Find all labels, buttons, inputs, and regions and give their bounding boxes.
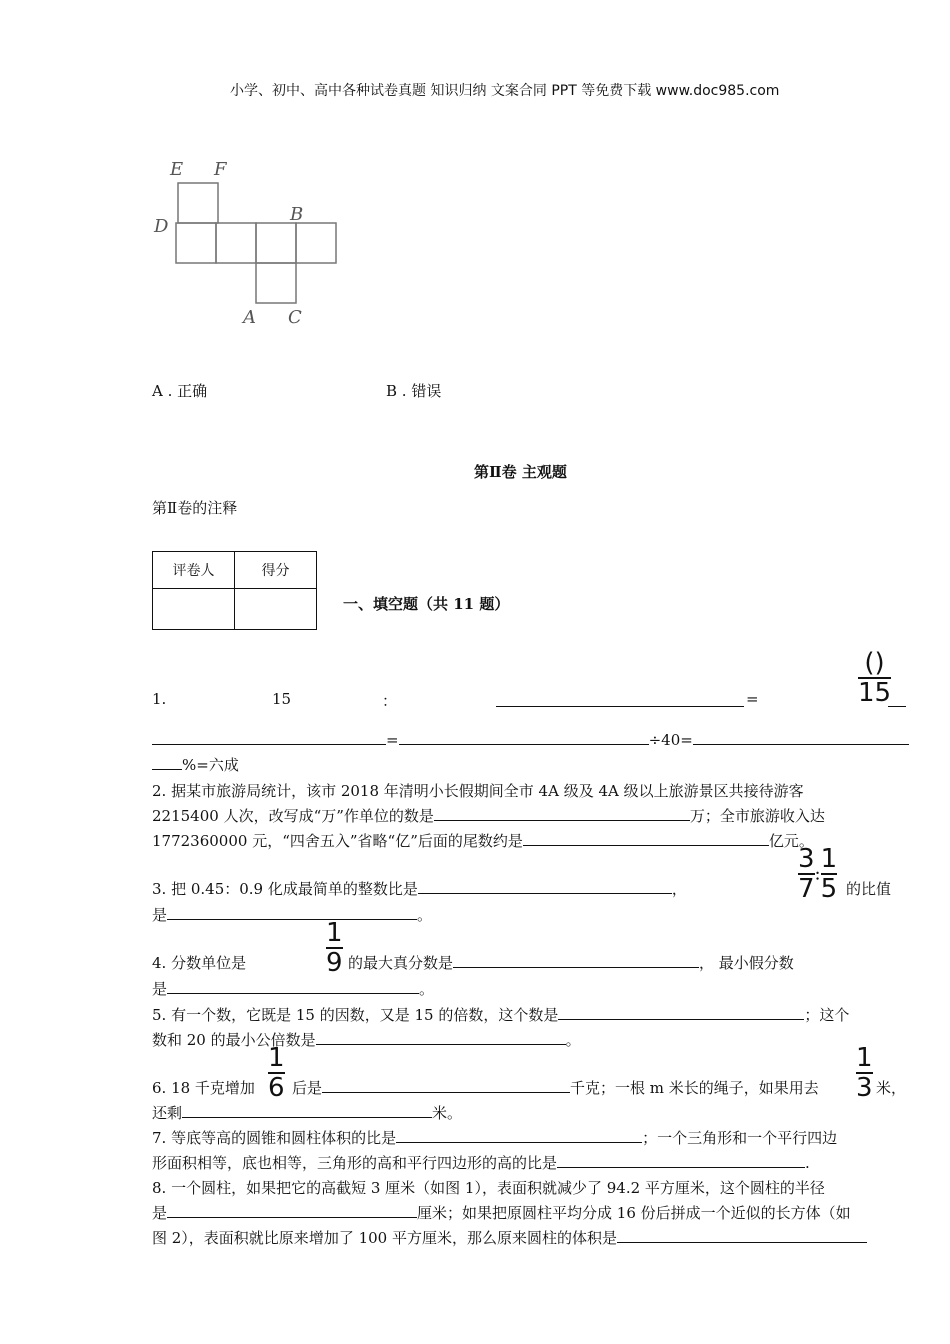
q3-f2-den: 5 [820,874,838,904]
score-cell[interactable] [235,589,317,630]
q3-text-a: 3. 把 0.45：0.9 化成最简单的整数比是 [152,880,418,898]
net-square-4 [296,223,336,263]
q8-text-a: 是 [152,1204,168,1222]
q6-fraction-2 [856,1045,873,1101]
q1-colon: ： [382,692,398,710]
q3-blank-2[interactable] [167,905,417,920]
q8-line-2 [152,1202,907,1223]
q6-text-c: 千克；一根 m 米长的绳子，如果用去 [570,1079,819,1097]
q8-line-3 [152,1227,907,1248]
q3-f1-den: 7 [798,874,815,904]
q8-blank-2[interactable] [617,1228,867,1243]
q1-number: 1. [152,690,167,708]
q2-blank-1[interactable] [434,806,690,821]
reviewer-cell[interactable] [153,589,235,630]
q6-f2-den: 3 [856,1073,873,1103]
reviewer-header: 评卷人 [153,552,235,589]
q2-text-a: 2215400 人次，改写成“万”作单位的数是 [152,807,434,825]
cube-net-figure [150,150,350,330]
q1-divide: ÷40= [648,731,693,749]
q4-frac-den: 9 [326,948,343,978]
q4-blank-2[interactable] [167,979,419,994]
q3-f2-num: 1 [820,844,838,874]
part-title: 一、填空题（共 11 题） [343,595,510,613]
score-table [152,551,317,630]
q3-text-c: 是 [152,906,168,924]
q7-line-1 [152,1127,907,1148]
q3-blank-1[interactable] [418,879,672,894]
q6-text-e: 还剩 [152,1104,183,1122]
q2-line-2 [152,805,907,826]
label-e: E [170,159,184,180]
q5-line-2 [152,1029,907,1050]
q5-line-1 [152,1004,907,1025]
label-c: C [288,307,302,328]
q2-line-1: 2. 据某市旅游局统计，该市 2018 年清明小长假期间全市 4A 级及 4A 级以上旅游景区共接待游客 [152,782,804,800]
q1-blank-5[interactable] [693,730,909,745]
q8-line-1: 8. 一个圆柱，如果把它的高截短 3 厘米（如图 1），表面积就减少了 94.2 平方厘米，这个圆柱的半径 [152,1179,825,1197]
q8-blank-1[interactable] [167,1203,417,1218]
net-square-3 [256,223,296,263]
q4-blank-1[interactable] [453,953,699,968]
q7-blank-1[interactable] [396,1128,642,1143]
page-header: 小学、初中、高中各种试卷真题 知识归纳 文案合同 PPT 等免费下载 www.doc985.com [230,83,780,99]
score-header: 得分 [235,552,317,589]
label-a: A [243,307,256,328]
q7-text-a: 7. 等底等高的圆锥和圆柱体积的比是 [152,1129,397,1147]
q6-line-2 [152,1102,462,1123]
choice-b[interactable]: B . 错误 [386,382,442,400]
q1-value: 15 [272,690,292,708]
q6-line-1 [292,1077,819,1098]
q7-text-d: . [805,1154,810,1172]
q4-line-1 [348,952,794,973]
label-d: D [154,216,169,237]
q5-blank-2[interactable] [316,1030,566,1045]
q5-blank-1[interactable] [558,1005,804,1020]
q8-text-c: 图 2），表面积就比原来增加了 100 平方厘米，那么原来圆柱的体积是 [152,1229,617,1247]
section-title: 第Ⅱ卷 主观题 [474,463,567,481]
q3-ratio [798,846,837,902]
q3-text-d: 。 [417,906,433,924]
q5-text-c: 数和 20 的最小公倍数是 [152,1031,316,1049]
q4-text-c: ， 最小假分数 [699,954,794,972]
q2-text-b: 万；全市旅游收入达 [689,807,825,825]
q7-text-b: ；一个三角形和一个平行四边 [642,1129,838,1147]
q4-text-e: 。 [419,980,435,998]
q2-text-c: 1772360000 元，“四舍五入”省略“亿”后面的尾数约是 [152,832,523,850]
q4-fraction [326,920,343,976]
q4-text-a: 4. 分数单位是 [152,954,247,972]
q6-f1-num: 1 [268,1043,285,1073]
q3-comma: ， [671,880,687,898]
q1-tail: %=六成 [182,756,239,774]
net-square-2 [216,223,256,263]
q1-equals: = [746,690,759,708]
q2-line-3 [152,830,907,851]
q1-blank-3[interactable] [152,730,386,745]
q1-blank-4[interactable] [399,730,649,745]
choice-a[interactable]: A . 正确 [152,382,208,400]
q1-blank-1[interactable] [496,692,744,707]
q6-text-b: 后是 [292,1079,323,1097]
q7-blank-2[interactable] [557,1153,805,1168]
q5-text-b: ；这个 [804,1006,850,1024]
q3-line-2 [152,904,432,925]
q4-frac-num: 1 [326,918,343,948]
net-square-bottom [256,263,296,303]
q1-blank-2[interactable] [888,692,906,707]
q1-equals-2: = [386,731,399,749]
q1-frac-den: 15 [858,678,892,708]
q6-f1-den: 6 [268,1073,285,1103]
q1-fraction [858,650,891,706]
q4-text-b: 的最大真分数是 [348,954,454,972]
q4-text-d: 是 [152,980,168,998]
q3-ratio-colon: : [814,863,821,885]
q5-text-a: 5. 有一个数，它既是 15 的因数，又是 15 的倍数，这个数是 [152,1006,559,1024]
q6-text-d: 米， [876,1079,907,1097]
q6-blank-2[interactable] [182,1103,432,1118]
q2-blank-2[interactable] [523,831,769,846]
q7-text-c: 形面积相等，底也相等，三角形的高和平行四边形的高的比是 [152,1154,558,1172]
q1-line-3 [152,754,907,775]
q6-fraction-1 [268,1045,285,1101]
q3-line-1 [152,878,687,899]
q5-text-d: 。 [565,1031,581,1049]
q1-line-2 [152,730,907,749]
q1-blank-6[interactable] [152,755,182,770]
q4-line-2 [152,978,434,999]
q7-line-2 [152,1152,907,1173]
q1-frac-num: () [864,648,885,678]
section-note: 第Ⅱ卷的注释 [152,499,238,517]
net-square-1 [176,223,216,263]
q2-text-d: 亿元。 [768,832,814,850]
q6-f2-num: 1 [856,1043,873,1073]
q6-text-f: 米。 [432,1104,463,1122]
label-f: F [214,159,227,180]
q6-text-a: 6. 18 千克增加 [152,1079,255,1097]
net-square-top [178,183,218,223]
q3-f1-num: 3 [798,844,815,874]
q6-blank-1[interactable] [322,1078,570,1093]
label-b: B [290,204,304,225]
q8-text-b: 厘米；如果把原圆柱平均分成 16 份后拼成一个近似的长方体（如 [417,1204,851,1222]
q3-text-b: 的比值 [846,880,892,898]
